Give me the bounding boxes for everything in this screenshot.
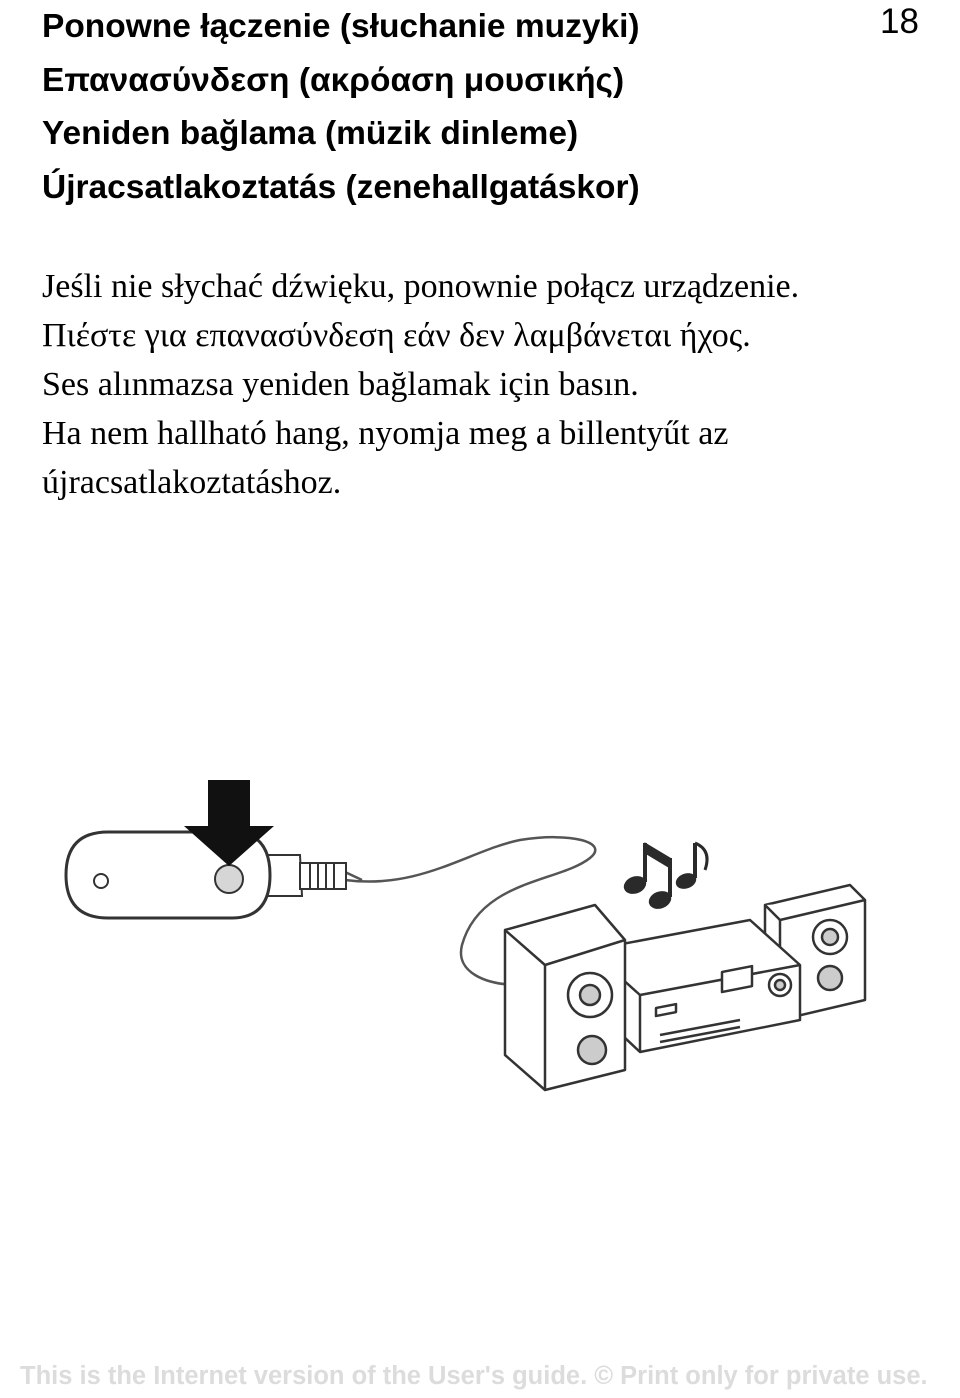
music-notes-icon — [622, 843, 707, 911]
instruction-turkish: Ses alınmazsa yeniden bağlamak için basın. — [42, 366, 639, 403]
heading-hungarian: Újracsatlakoztatás (zenehallgatáskor) — [42, 168, 640, 206]
adapter-led-icon — [94, 874, 108, 888]
heading-polish: Ponowne łączenie (słuchanie muzyki) — [42, 8, 640, 45]
heading-turkish: Yeniden bağlama (müzik dinleme) — [42, 115, 579, 152]
instruction-greek: Πιέστε για επανασύνδεση εάν δεν λαμβάνεται ήχος. — [42, 317, 751, 354]
instruction-polish: Jeśli nie słychać dźwięku, ponownie połącz urządzenie. — [42, 268, 800, 305]
reconnect-illustration — [0, 770, 960, 1120]
heading-greek: Επανασύνδεση (ακρόαση μουσικής) — [42, 61, 625, 99]
page-number: 18 — [880, 2, 919, 41]
footer-notice: This is the Internet version of the User's guide. © Print only for private use. — [20, 1362, 928, 1390]
reconnect-button — [215, 865, 243, 893]
instruction-hungarian: Ha nem hallható hang, nyomja meg a billentyűt az újracsatlakoztatáshoz. — [42, 415, 729, 501]
stereo-system — [505, 885, 865, 1090]
speaker-left — [505, 905, 625, 1090]
section-headings — [42, 0, 640, 214]
instructions — [42, 262, 922, 507]
